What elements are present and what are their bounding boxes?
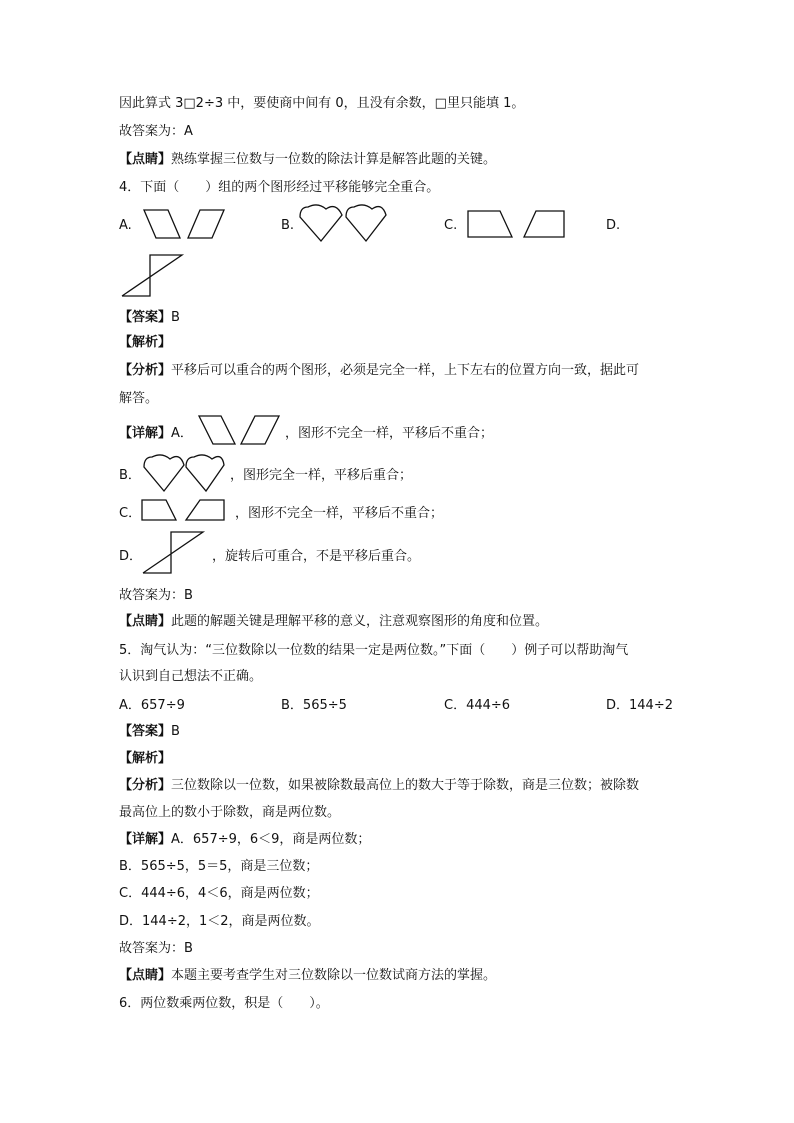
answer-value: B	[171, 310, 180, 325]
question-6: 6．两位数乘两位数，积是（ ）。	[119, 996, 329, 1011]
q5-option-b: B．565÷5	[281, 698, 347, 713]
sector-pair-icon	[142, 455, 226, 495]
q5-option-c: C．444÷6	[444, 698, 511, 713]
q5-dianjing-line	[119, 967, 496, 985]
fenxi-text: 平移后可以重合的两个图形，必须是完全一样，上下左右的位置方向一致，据此可	[171, 363, 640, 378]
q5-final-answer: 故答案为：B	[119, 941, 193, 956]
q5-detail-a	[119, 831, 370, 849]
q5-detail-c: C．444÷6，4＜6，商是两位数；	[119, 886, 319, 901]
q4-detail-a	[119, 425, 193, 443]
detail-tag: 【详解】	[119, 426, 172, 441]
question-4: 4．下面（ ）组的两个图形经过平移能够完全重合。	[119, 180, 440, 195]
q4-detail-c-label: C．	[119, 506, 142, 521]
dianjing-tag: 【点睛】	[119, 968, 172, 983]
q4-fenxi-line-2: 解答。	[119, 391, 159, 406]
detail-text: A．657÷9，6＜9，商是两位数；	[171, 832, 371, 847]
z-shape-icon	[120, 253, 186, 299]
q4-detail-a-text: ，图形不完全一样，平移后不重合；	[285, 426, 494, 441]
detail-tag: 【详解】	[119, 832, 172, 847]
fenxi-text: 三位数除以一位数，如果被除数最高位上的数大于等于除数，商是三位数；被除数	[171, 778, 640, 793]
text-line: 因此算式 3□2÷3 中，要使商中间有 0，且没有余数，□里只能填 1。	[119, 96, 525, 111]
answer-value: B	[171, 724, 180, 739]
dianjing-line	[119, 151, 496, 169]
q5-detail-b: B．565÷5，5＝5，商是三位数；	[119, 859, 319, 874]
q4-option-d-label: D.	[606, 218, 621, 233]
question-5: 5．淘气认为：“三位数除以一位数的结果一定是两位数。”下面（ ）例子可以帮助淘气	[119, 643, 629, 658]
q5-option-d: D．144÷2	[606, 698, 673, 713]
detail-a-label: A．	[171, 426, 193, 441]
z-shape-icon	[141, 530, 207, 576]
dianjing-text: 本题主要考查学生对三位数除以一位数试商方法的掌握。	[171, 968, 497, 983]
analysis-tag: 【解析】	[119, 751, 172, 766]
final-answer: 故答案为：A	[119, 124, 193, 139]
fenxi-tag: 【分析】	[119, 778, 172, 793]
fenxi-tag: 【分析】	[119, 363, 172, 378]
parallelogram-pair-icon	[197, 414, 281, 448]
q5-fenxi-line	[119, 777, 639, 795]
dianjing-tag: 【点睛】	[119, 614, 172, 629]
q4-option-c-label: C.	[444, 218, 458, 233]
q4-detail-b-label: B．	[119, 468, 141, 483]
sector-pair-icon	[298, 205, 388, 245]
q5-detail-d: D．144÷2，1＜2，商是两位数。	[119, 914, 320, 929]
q4-fenxi-line	[119, 362, 639, 380]
q4-answer-line	[119, 309, 180, 327]
analysis-tag: 【解析】	[119, 335, 172, 350]
dianjing-text: 熟练掌握三位数与一位数的除法计算是解答此题的关键。	[171, 152, 497, 167]
dianjing-tag: 【点睛】	[119, 152, 172, 167]
q4-option-a-label: A.	[119, 218, 132, 233]
q4-dianjing-line	[119, 613, 548, 631]
parallelogram-pair-icon	[142, 208, 227, 240]
answer-tag: 【答案】	[119, 310, 172, 325]
q5-answer-line	[119, 723, 180, 741]
trapezoid-pair-icon	[466, 209, 570, 241]
q5-fenxi-line-2: 最高位上的数小于除数，商是两位数。	[119, 805, 341, 820]
q4-detail-b-text: ，图形完全一样，平移后重合；	[230, 468, 413, 483]
q4-option-b-label: B.	[281, 218, 295, 233]
answer-tag: 【答案】	[119, 724, 172, 739]
q4-detail-d-text: ，旋转后可重合，不是平移后重合。	[212, 549, 421, 564]
q4-detail-c-text: ，图形不完全一样，平移后不重合；	[235, 506, 444, 521]
q4-detail-d-label: D．	[119, 549, 143, 564]
q5-option-a: A．657÷9	[119, 698, 185, 713]
trapezoid-pair-icon	[140, 496, 230, 526]
dianjing-text: 此题的解题关键是理解平移的意义，注意观察图形的角度和位置。	[171, 614, 549, 629]
question-5-line-2: 认识到自己想法不正确。	[119, 669, 263, 684]
q4-final-answer: 故答案为：B	[119, 588, 193, 603]
